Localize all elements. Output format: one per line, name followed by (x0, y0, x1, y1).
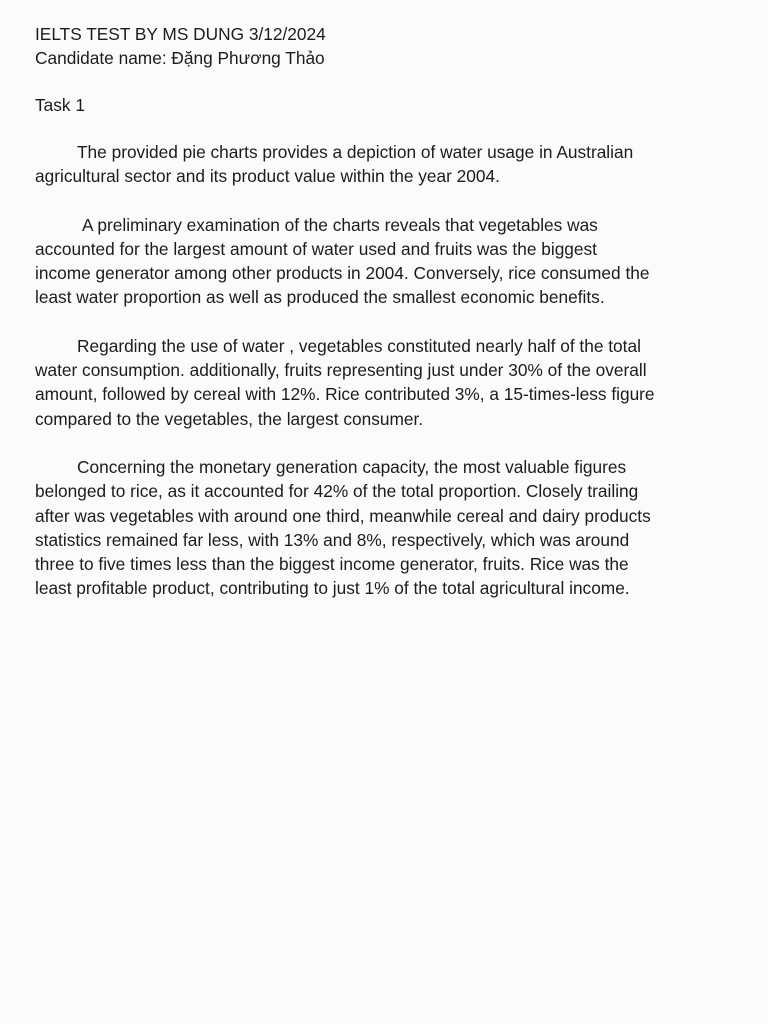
candidate-name: Candidate name: Đặng Phương Thảo (35, 48, 325, 68)
paragraph-line: The provided pie charts provides a depiction of water usage in Australian (77, 142, 634, 162)
paragraph-line: Regarding the use of water , vegetables constituted nearly half of the total (77, 335, 641, 356)
paragraph-line: least profitable product, contributing to just 1% of the total agricultural income. (35, 578, 630, 599)
paragraph-line: after was vegetables with around one third, meanwhile cereal and dairy products (35, 505, 651, 526)
paragraph-line: agricultural sector and its product value within the year 2004. (35, 166, 500, 187)
paragraph-water-usage (35, 334, 728, 431)
paragraph-line: A preliminary examination of the charts reveals that vegetables was (82, 214, 598, 235)
paragraph-line: belonged to rice, as it accounted for 42% of the total proportion. Closely trailing (35, 481, 639, 502)
paragraph-line: compared to the vegetables, the largest consumer. (35, 408, 424, 429)
paragraph-line: income generator among other products in 2004. Conversely, rice consumed the (35, 263, 650, 284)
task-heading: Task 1 (35, 95, 85, 115)
paragraph-line: water consumption. additionally, fruits representing just under 30% of the overall (35, 360, 647, 381)
paragraph-line: least water proportion as well as produced the smallest economic benefits. (35, 287, 605, 308)
paragraph-monetary-value (35, 455, 728, 601)
paragraph-introduction (35, 140, 728, 189)
paragraph-overview (35, 213, 728, 310)
test-title: IELTS TEST BY MS DUNG 3/12/2024 (35, 24, 326, 44)
paragraph-line: statistics remained far less, with 13% and 8%, respectively, which was around (35, 529, 630, 550)
paragraph-line: amount, followed by cereal with 12%. Rice contributed 3%, a 15-times-less figure (35, 384, 655, 405)
paragraph-line: Concerning the monetary generation capacity, the most valuable figures (77, 456, 627, 477)
paragraph-line: three to five times less than the biggest income generator, fruits. Rice was the (35, 554, 629, 575)
paragraph-line: accounted for the largest amount of water used and fruits was the biggest (35, 238, 597, 259)
